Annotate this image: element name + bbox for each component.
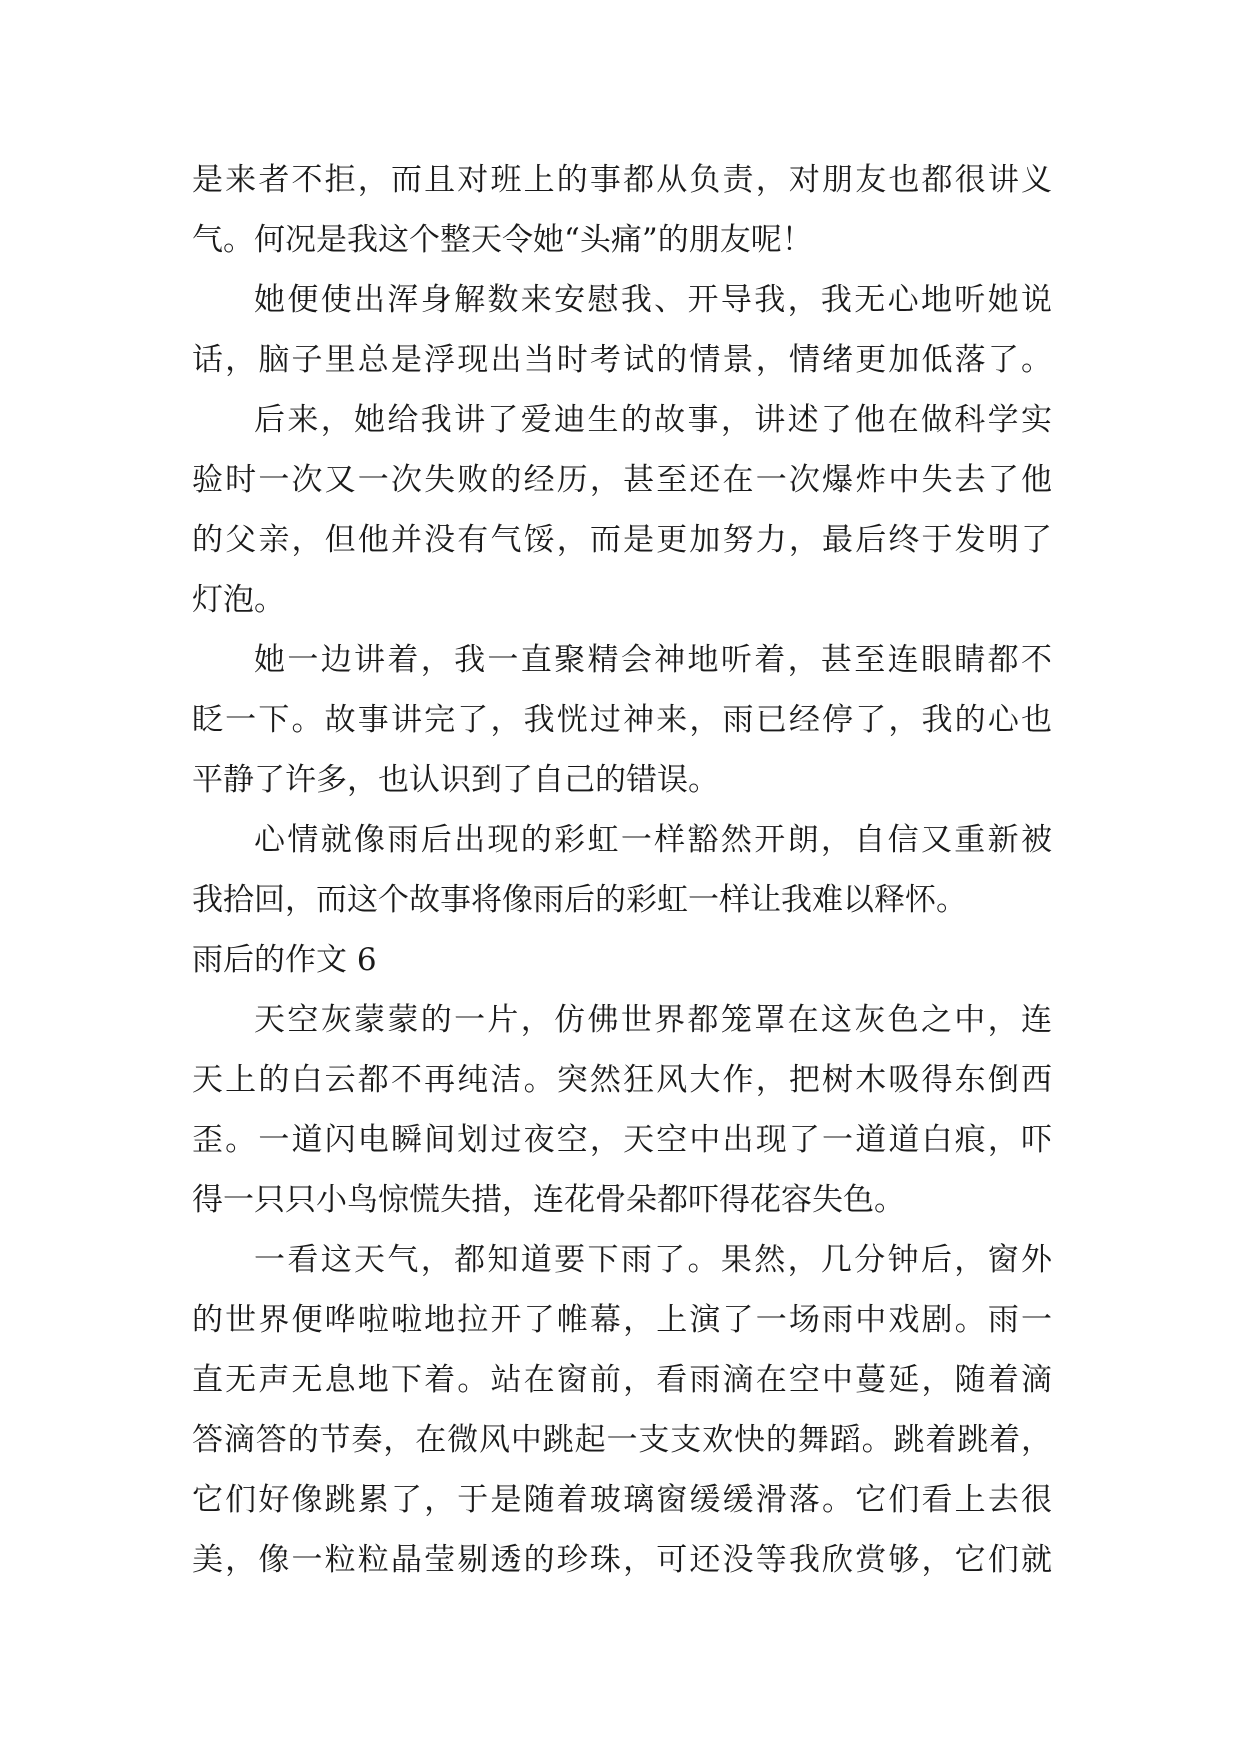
text-line: 歪。一道闪电瞬间划过夜空，天空中出现了一道道白痕，吓 [192,1122,1052,1158]
text-line: 气。何况是我这个整天令她“头痛”的朋友呢！ [192,222,813,258]
text-line: 她一边讲着，我一直聚精会神地听着，甚至连眼睛都不 [254,642,1052,678]
text-line: 是来者不拒，而且对班上的事都从负责，对朋友也都很讲义 [192,162,1052,198]
text-line: 后来，她给我讲了爱迪生的故事，讲述了他在做科学实 [254,402,1052,438]
text-line: 得一只只小鸟惊慌失措，连花骨朵都吓得花容失色。 [192,1182,905,1218]
section-heading: 雨后的作文 6 [192,942,377,978]
text-line: 天上的白云都不再纯洁。突然狂风大作，把树木吸得东倒西 [192,1062,1052,1098]
text-line: 话，脑子里总是浮现出当时考试的情景，情绪更加低落了。 [192,342,1052,378]
document-body [192,150,1052,1590]
text-line: 答滴答的节奏，在微风中跳起一支支欢快的舞蹈。跳着跳着， [192,1422,1052,1458]
text-line: 天空灰蒙蒙的一片，仿佛世界都笼罩在这灰色之中，连 [254,1002,1052,1038]
text-line: 她便使出浑身解数来安慰我、开导我，我无心地听她说 [254,282,1052,318]
text-line: 它们好像跳累了，于是随着玻璃窗缓缓滑落。它们看上去很 [192,1482,1052,1518]
text-line: 心情就像雨后出现的彩虹一样豁然开朗，自信又重新被 [254,822,1052,858]
text-line: 直无声无息地下着。站在窗前，看雨滴在空中蔓延，随着滴 [192,1362,1052,1398]
text-line: 眨一下。故事讲完了，我恍过神来，雨已经停了，我的心也 [192,702,1052,738]
text-line: 我拾回，而这个故事将像雨后的彩虹一样让我难以释怀。 [192,882,967,918]
text-line: 美，像一粒粒晶莹剔透的珍珠，可还没等我欣赏够，它们就 [192,1542,1052,1578]
text-line: 平静了许多，也认识到了自己的错误。 [192,762,719,798]
text-line: 灯泡。 [192,582,285,618]
text-line: 的父亲，但他并没有气馁，而是更加努力，最后终于发明了 [192,522,1052,558]
text-line: 一看这天气，都知道要下雨了。果然，几分钟后，窗外 [254,1242,1052,1278]
text-line: 验时一次又一次失败的经历，甚至还在一次爆炸中失去了他 [192,462,1052,498]
text-line: 的世界便哗啦啦地拉开了帷幕，上演了一场雨中戏剧。雨一 [192,1302,1052,1338]
